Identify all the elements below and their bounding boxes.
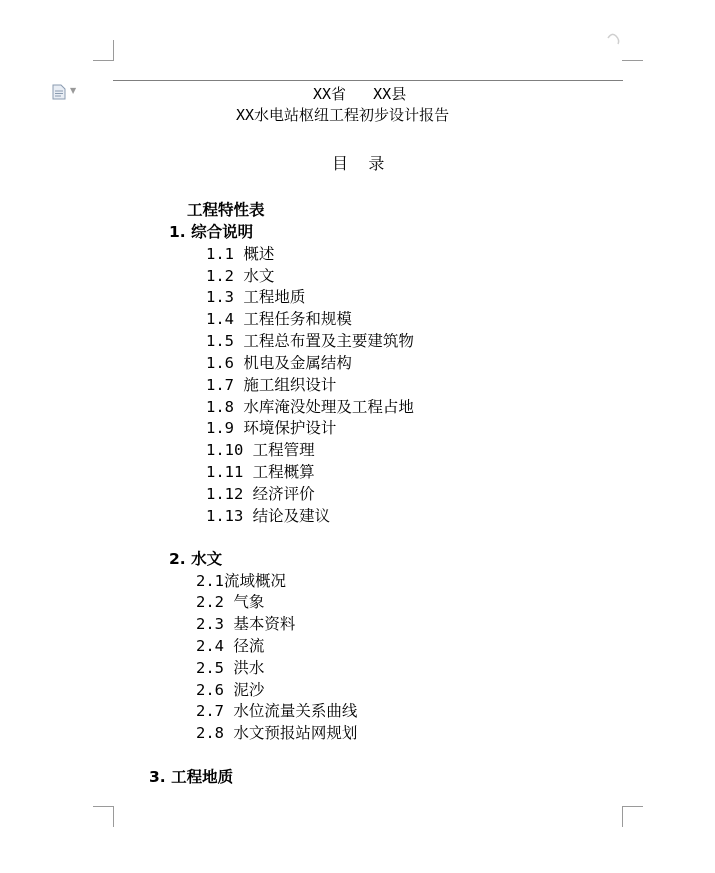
crop-mark-bottom-left-h xyxy=(93,806,114,807)
toc-item: 1.4 工程任务和规模 xyxy=(206,310,352,328)
toc-item: 1.8 水库淹没处理及工程占地 xyxy=(206,398,414,416)
toc-item: 1.7 施工组织设计 xyxy=(206,376,337,394)
toc-item: 1.13 结论及建议 xyxy=(206,507,331,525)
toc-item: 2.2 气象 xyxy=(196,593,265,611)
toc-chapter-3: 3. 工程地质 xyxy=(149,768,234,786)
toc-item: 2.4 径流 xyxy=(196,637,265,655)
toc-item: 1.12 经济评价 xyxy=(206,485,315,503)
crop-mark-top-right-h xyxy=(622,60,643,61)
toc-item: 1.10 工程管理 xyxy=(206,441,315,459)
crop-mark-bottom-left xyxy=(113,806,114,827)
report-title: XX水电站枢纽工程初步设计报告 xyxy=(236,106,450,124)
toc-item: 2.7 水位流量关系曲线 xyxy=(196,702,358,720)
toc-item: 2.1流域概况 xyxy=(196,572,286,590)
chevron-down-icon[interactable]: ▼ xyxy=(70,86,77,95)
toc-item: 2.3 基本资料 xyxy=(196,615,296,633)
header-province-county: XX省 XX县 xyxy=(313,85,407,103)
toc-item: 1.1 概述 xyxy=(206,245,275,263)
toc-item: 1.6 机电及金属结构 xyxy=(206,354,352,372)
toc-features-table: 工程特性表 xyxy=(187,201,265,219)
crop-mark-top-left xyxy=(113,40,114,61)
toc-chapter-2: 2. 水文 xyxy=(169,550,223,568)
toc-item: 2.8 水文预报站网规划 xyxy=(196,724,358,742)
toc-item: 1.2 水文 xyxy=(206,267,275,285)
toc-item: 1.9 环境保护设计 xyxy=(206,419,337,437)
toc-title: 目 录 xyxy=(332,154,385,173)
header-rule xyxy=(113,80,623,81)
crop-mark-bottom-right xyxy=(622,806,623,827)
crop-mark-top-left-h xyxy=(93,60,114,61)
toc-item: 1.3 工程地质 xyxy=(206,288,306,306)
toc-item: 1.5 工程总布置及主要建筑物 xyxy=(206,332,414,350)
toc-item: 2.6 泥沙 xyxy=(196,681,265,699)
scan-artifact xyxy=(606,28,622,46)
toc-chapter-1: 1. 综合说明 xyxy=(169,223,254,241)
toc-item: 2.5 洪水 xyxy=(196,659,265,677)
crop-mark-bottom-right-h xyxy=(622,806,643,807)
toc-item: 1.11 工程概算 xyxy=(206,463,315,481)
document-icon[interactable] xyxy=(52,84,66,100)
